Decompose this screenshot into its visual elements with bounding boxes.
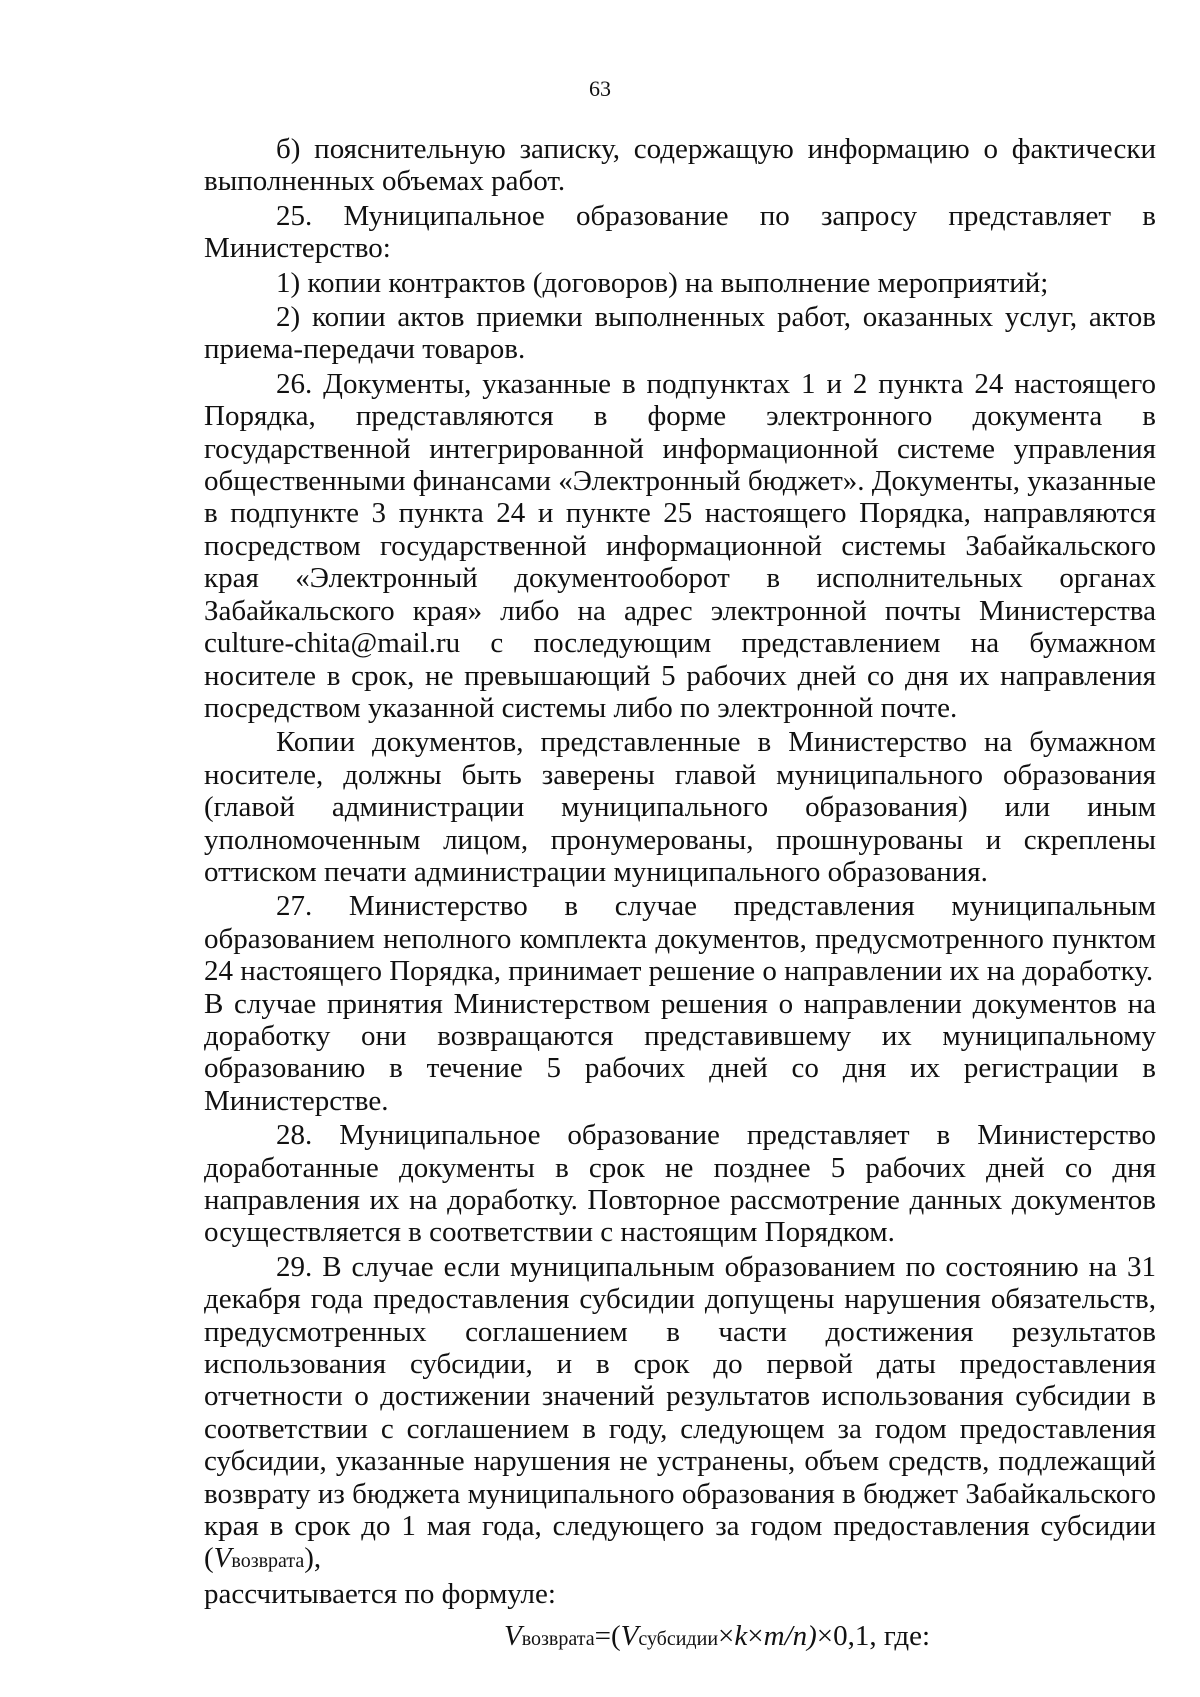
- formula-tail: ×0,1, где:: [816, 1620, 931, 1653]
- formula-eq-open: =(: [594, 1620, 621, 1653]
- paragraph-27-return: В случае принятия Министерством решения о направлении документов на доработку они возвращаются представившему их муниципальному образованию в течение 5 рабочих дней со дня их регистрации в Министерстве.: [204, 987, 1156, 1117]
- paragraph-25-item-1: 1) копии контрактов (договоров) на выполнение мероприятий;: [276, 266, 1049, 299]
- paragraph-29: [204, 1251, 1156, 1610]
- paragraph-26: 26. Документы, указанные в подпунктах 1 и 2 пункта 24 настоящего Порядка, представляются в форме электронного документа в государственной интегрированной информационной системе управления общественными финансами «Электронный бюджет». Документы, указанные в подпункте 3 пункта 24 и пункте 25 настоящего Порядка, направляются посредством государственной информационной системы Забайкальского края «Электронный документооборот в исполнительных органах Забайкальского края» либо на адрес электронной почты Министерства culture-chita@mail.ru с последующим представлением на бумажном носителе в срок, не превышающий 5 рабочих дней со дня их направления посредством указанной системы либо по электронной почте.: [204, 367, 1156, 724]
- paragraph-29-text: 29. В случае если муниципальным образованием по состоянию на 31 декабря года предоставления субсидии допущены нарушения обязательств, предусмотренных соглашением в части достижения результатов использования субсидии, и в срок до первой даты предоставления отчетности о достижении значений результатов использования субсидии в соответствии с соглашением в году, следующем за годом предоставления субсидии, указанные нарушения не устранены, объем средств, подлежащий возврату из бюджета муниципального образования в бюджет Забайкальского края в срок до 1 мая года, следующего за годом предоставления субсидии (: [204, 1250, 1156, 1575]
- paragraph-25: 25. Муниципальное образование по запросу представляет в Министерство:: [204, 199, 1156, 265]
- paragraph-29-last-line: рассчитывается по формуле:: [204, 1577, 556, 1610]
- formula-v2-subscript: субсидии: [638, 1628, 719, 1651]
- paragraph-29-v-symbol: V: [213, 1542, 232, 1575]
- formula-close: ): [807, 1620, 817, 1653]
- formula-times-1: ×: [718, 1620, 735, 1653]
- formula-v-subscript: возврата: [521, 1628, 595, 1651]
- paragraph-25-item-2: 2) копии актов приемки выполненных работ, оказанных услуг, актов приема-передачи товаров.: [204, 301, 1156, 366]
- paragraph-27: 27. Министерство в случае представления муниципальным образованием неполного комплекта документов, предусмотренного пунктом 24 настоящего Порядка, принимает решение о направлении их на доработку.: [204, 890, 1156, 988]
- paragraph-29-v-subscript: возврата: [231, 1550, 305, 1573]
- formula-v: V: [504, 1620, 522, 1653]
- formula-v2: V: [620, 1620, 639, 1653]
- page-number: 63: [589, 76, 611, 101]
- paragraph-28: 28. Муниципальное образование представляет в Министерство доработанные документы в срок не позднее 5 рабочих дней со дня направления их на доработку. Повторное рассмотрение данных документов осуществляется в соответствии с настоящим Порядком.: [204, 1119, 1156, 1249]
- paragraph-b-explanatory-note: б) пояснительную записку, содержащую информацию о фактически выполненных объемах работ.: [204, 133, 1156, 198]
- document-body: [204, 133, 1156, 1656]
- formula-k: k: [734, 1620, 748, 1653]
- formula-slash: /: [784, 1620, 793, 1653]
- paragraph-26-copies: Копии документов, представленные в Министерство на бумажном носителе, должны быть заверены главой муниципального образования (главой администрации муниципального образования) или иным уполномоченным лицом, пронумерованы, прошнурованы и скреплены оттиском печати администрации муниципального образования.: [204, 726, 1156, 888]
- paragraph-29-tail: ),: [304, 1542, 322, 1575]
- formula-n: n: [792, 1620, 808, 1653]
- formula-m: m: [763, 1620, 785, 1653]
- formula-times-2: ×: [747, 1620, 764, 1653]
- refund-formula: [204, 1620, 1156, 1655]
